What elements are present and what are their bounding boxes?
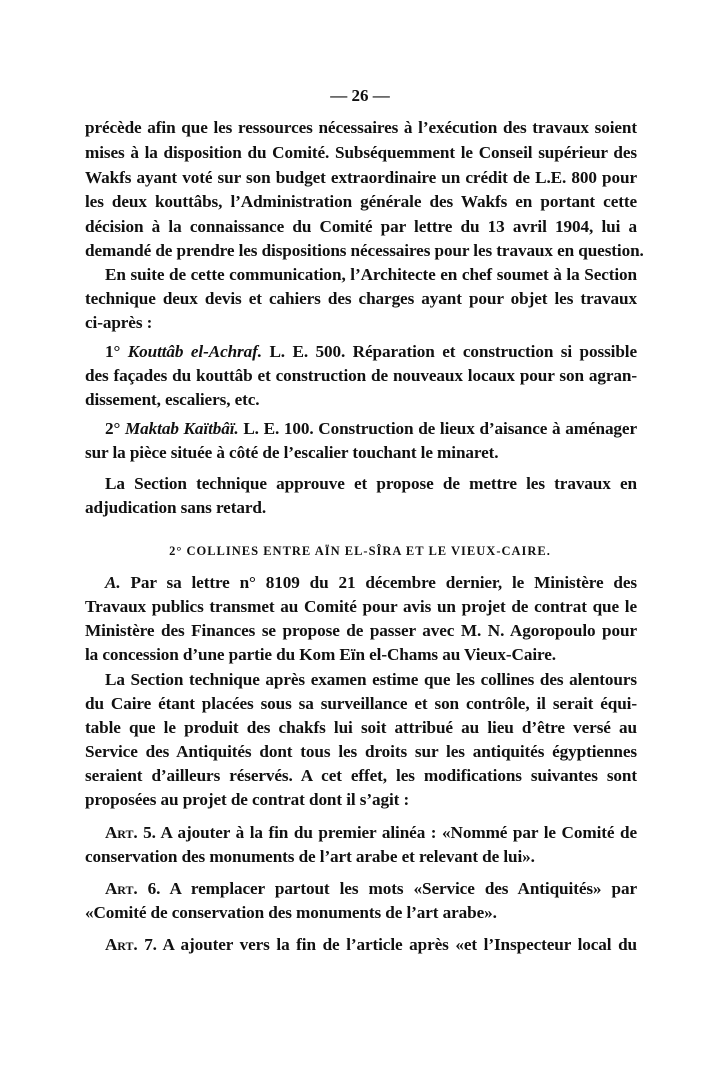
section-heading (0, 539, 720, 563)
text-line (85, 364, 637, 388)
text-segment: Wakfs ayant voté sur son budget extraordinaire un crédit de L.E. 800 pour (85, 168, 637, 187)
text-line (105, 571, 637, 595)
text-segment: décision à la connaissance du Comité par lettre du 13 avril 1904, lui a (85, 217, 637, 236)
text-line (85, 901, 637, 925)
text-segment: les deux kouttâbs, l’Administration générale des Wakfs en portant cette (85, 192, 637, 211)
text-segment: la concession d’une partie du Kom Eïn el-Chams au Vieux-Caire. (85, 645, 556, 664)
text-line (85, 619, 637, 643)
text-line (85, 740, 637, 764)
text-segment: seraient d’ailleurs réservés. A cet effet, les modifications suivantes sont (85, 766, 637, 785)
text-line (85, 716, 637, 740)
text-segment: En suite de cette communication, l’Architecte en chef soumet à la Section (105, 265, 637, 284)
text-segment: Par sa lettre n° 8109 du 21 décembre dernier, le Ministère des (120, 573, 637, 592)
text-line (85, 215, 637, 239)
text-segment: 2° (105, 419, 125, 438)
text-line (105, 668, 637, 692)
text-line (85, 692, 637, 716)
text-line (85, 116, 637, 140)
text-segment: «Comité de conservation des monuments de l’art arabe». (85, 903, 497, 922)
text-segment: du Caire étant placées sous sa surveillance et son contrôle, il serait équi- (85, 694, 637, 713)
text-segment: Service des Antiquités dont tous les droits sur les antiquités égyptiennes (85, 742, 637, 761)
text-segment: La Section technique après examen estime que les collines des alentours (105, 670, 637, 689)
text-line (85, 311, 637, 335)
text-segment: ci-après : (85, 313, 153, 332)
text-line (85, 166, 637, 190)
text-line (105, 821, 637, 845)
text-segment: 7. A ajouter vers la fin de l’article après «et l’Inspecteur local du (137, 935, 637, 954)
text-segment: 6. A remplacer partout les mots «Service des Antiquités» par (137, 879, 637, 898)
italic-text: Kouttâb el-Achraf. (127, 342, 262, 361)
article-label: Art. (105, 879, 138, 898)
text-segment: précède afin que les ressources nécessaires à l’exécution des travaux soient (85, 118, 637, 137)
text-segment: Travaux publics transmet au Comité pour avis un projet de contrat que le (85, 597, 637, 616)
text-line (105, 417, 637, 441)
text-segment: L. E. 500. Réparation et construction si possible (261, 342, 637, 361)
text-segment: proposées au projet de contrat dont il s’agit : (85, 790, 410, 809)
text-segment: conservation des monuments de l’art arabe et relevant de lui». (85, 847, 535, 866)
text-line (85, 643, 637, 667)
text-segment: mises à la disposition du Comité. Subséquemment le Conseil supérieur des (85, 143, 637, 162)
text-line (85, 441, 637, 465)
text-line (85, 287, 637, 311)
italic-text: A. (105, 573, 121, 592)
text-segment: 5. A ajouter à la fin du premier alinéa : «Nommé par le Comité de (137, 823, 637, 842)
text-segment: dissement, escaliers, etc. (85, 390, 260, 409)
text-segment: 1° (105, 342, 128, 361)
text-line (85, 764, 637, 788)
text-segment: La Section technique approuve et propose de mettre les travaux en (105, 474, 637, 493)
text-segment: L. E. 100. Construction de lieux d’aisance à aménager (238, 419, 637, 438)
text-line (105, 933, 637, 957)
text-segment: adjudication sans retard. (85, 498, 267, 517)
article-label: Art. (105, 823, 138, 842)
text-line (105, 877, 637, 901)
text-segment: Ministère des Finances se propose de passer avec M. N. Agoropoulo pour (85, 621, 637, 640)
text-line (85, 595, 637, 619)
text-line (105, 340, 637, 364)
text-line (105, 263, 637, 287)
text-line (85, 496, 637, 520)
text-line (85, 388, 637, 412)
page-number: — 26 — (330, 86, 390, 105)
text-line (85, 845, 637, 869)
text-line (85, 239, 644, 263)
text-segment: sur la pièce située à côté de l’escalier touchant le minaret. (85, 443, 499, 462)
text-segment: des façades du kouttâb et construction de nouveaux locaux pour son agran- (85, 366, 637, 385)
text-line (105, 472, 637, 496)
text-segment: 2° COLLINES ENTRE AÏN EL-SÎRA ET LE VIEUX-CAIRE. (169, 544, 551, 558)
text-line (85, 190, 637, 214)
text-segment: table que le produit des chakfs lui soit attribué au lieu d’être versé au (85, 718, 637, 737)
article-label: Art. (105, 935, 138, 954)
italic-text: Maktab Kaïtbâï. (124, 419, 239, 438)
text-line (85, 141, 637, 165)
text-segment: demandé de prendre les dispositions nécessaires pour les travaux en question. (85, 241, 644, 260)
text-line (85, 788, 637, 812)
text-segment: technique deux devis et cahiers des charges ayant pour objet les travaux (85, 289, 637, 308)
